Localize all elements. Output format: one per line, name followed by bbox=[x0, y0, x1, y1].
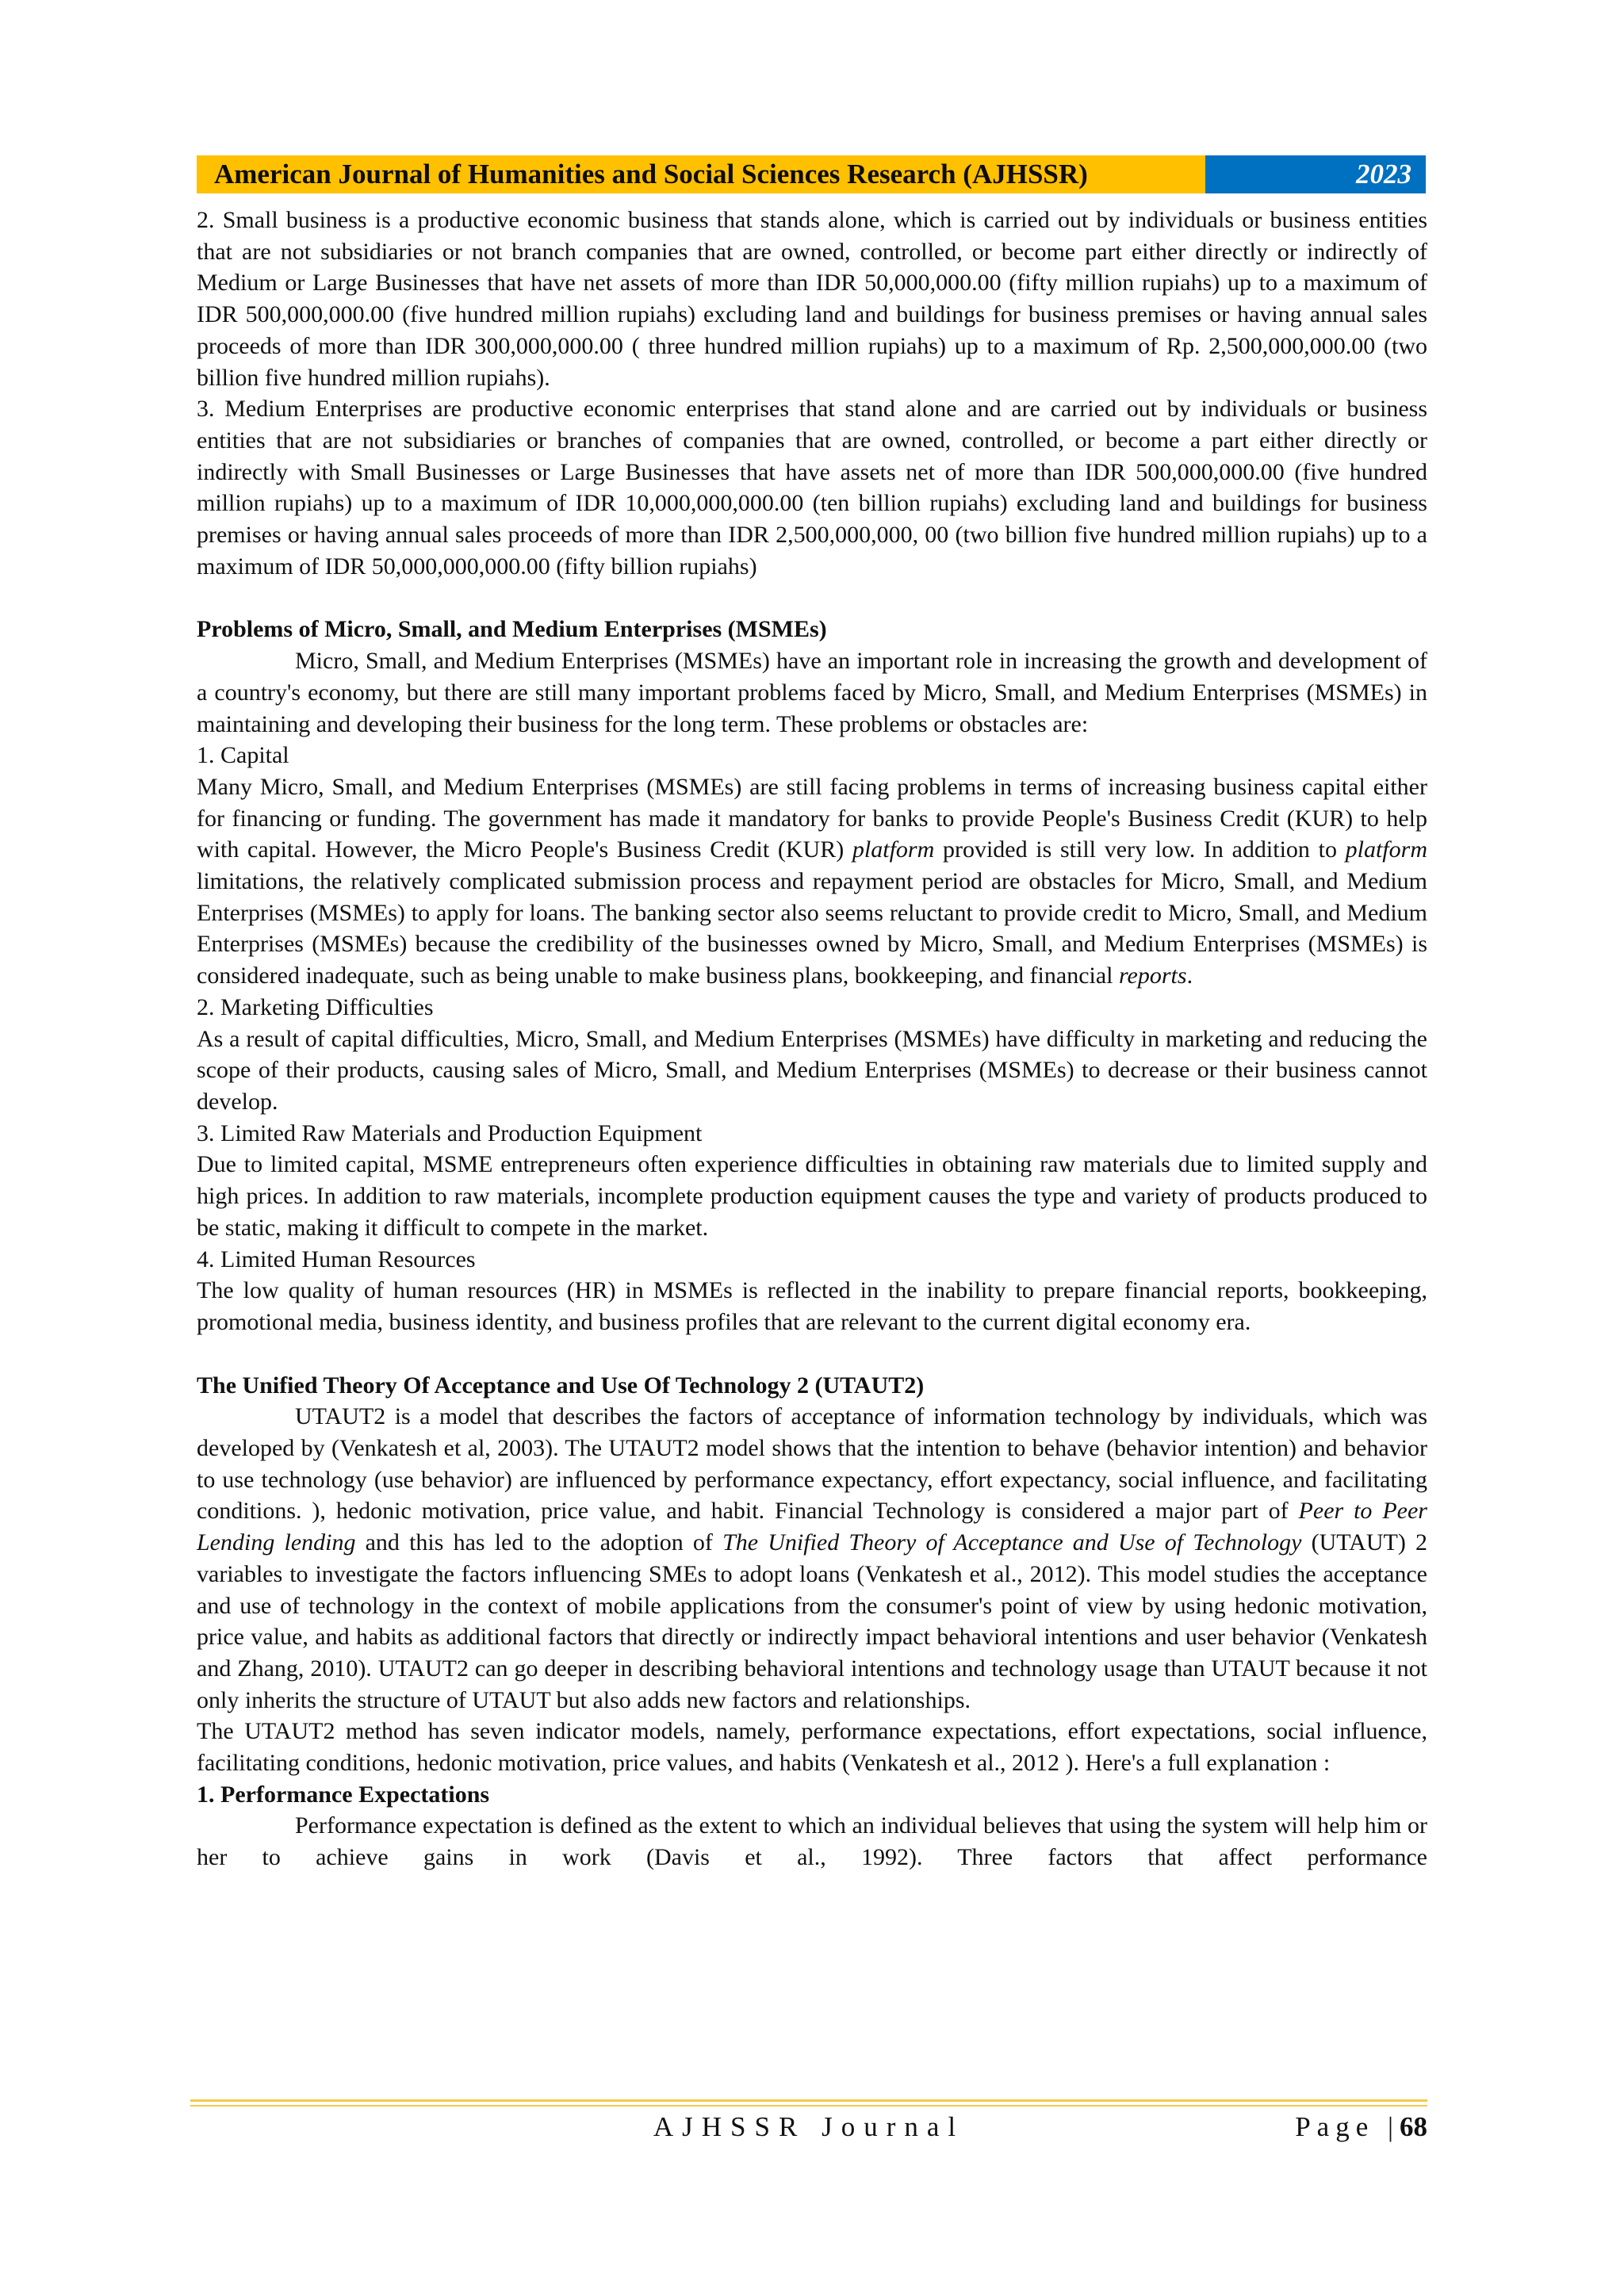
journal-title: American Journal of Humanities and Social Sciences Research (AJHSSR) bbox=[197, 155, 1205, 193]
paragraph-human-resources: The low quality of human resources (HR) in MSMEs is reflected in the inability to prepare financial reports, bookkeeping, promotional media, business identity, and business profiles that are relevant to the current digital economy era. bbox=[197, 1277, 1427, 1335]
paragraph-medium-enterprises: 3. Medium Enterprises are productive economic enterprises that stand alone and are carried out by individuals or business entities that are not subsidiaries or branches of companies that are owned, controlled, or become a part either directly or indirectly with Small Businesses or Large Businesses that have assets net of more than IDR 500,000,000.00 (five hundred million rupiahs) up to a maximum of IDR 10,000,000,000.00 (ten billion rupiahs) excluding land and buildings for business premises or having annual sales proceeds of more than IDR 2,500,000,000, 00 (two billion five hundred million rupiahs) up to a maximum of IDR 50,000,000,000.00 (fifty billion rupiahs) bbox=[197, 396, 1427, 580]
body-text bbox=[197, 205, 1427, 1873]
paragraph-marketing: As a result of capital difficulties, Micro, Small, and Medium Enterprises (MSMEs) have difficulty in marketing and reducing the scope of their products, causing sales of Micro, Small, and Medium Enterprises (MSMEs) to decrease or their business cannot develop. bbox=[197, 1025, 1427, 1115]
paragraph-small-business: 2. Small business is a productive economic business that stands alone, which is carried out by individuals or business entities that are not subsidiaries or not branch companies that are owned, controlled, or become part either directly or indirectly of Medium or Large Businesses that have net assets of more than IDR 50,000,000.00 (fifty million rupiahs) up to a maximum of IDR 500,000,000.00 (five hundred million rupiahs) excluding land and buildings for business premises or having annual sales proceeds of more than IDR 300,000,000.00 ( three hundred million rupiahs) up to a maximum of Rp. 2,500,000,000.00 (two billion five hundred million rupiahs). bbox=[197, 207, 1427, 391]
section-heading-msme-problems: Problems of Micro, Small, and Medium Enterprises (MSMEs) bbox=[197, 616, 827, 643]
journal-year: 2023 bbox=[1205, 155, 1426, 193]
paragraph-utaut2-indicators: The UTAUT2 method has seven indicator models, namely, performance expectations, effort expectations, social influence, facilitating conditions, hedonic motivation, price values, and habits (Venkatesh et al., 2012 ). Here's a full explanation : bbox=[197, 1718, 1427, 1777]
list-item-capital: 1. Capital bbox=[197, 742, 289, 769]
footer-journal-name: AJHSSR Journal bbox=[653, 2111, 965, 2142]
subheading-performance-expectations: 1. Performance Expectations bbox=[197, 1781, 490, 1808]
footer-page-number: Page |68 bbox=[1295, 2111, 1427, 2142]
paragraph-utaut2-model: UTAUT2 is a model that describes the factors of acceptance of information technology by individuals, which was developed by (Venkatesh et al, 2003). The UTAUT2 model shows that the intention to behave (behavior intention) and behavior to use technology (use behavior) are influenced by performance expectancy, effort expectancy, social influence, and facilitating conditions. ), hedonic motivation, price value, and habit. Financial Technology is considered a major part of Peer to Peer Lending lending and this has led to the adoption of The Unified Theory of Acceptance and Use of Technology (UTAUT) 2 variables to investigate the factors influencing SMEs to adopt loans (Venkatesh et al., 2012). This model studies the acceptance and use of technology in the context of mobile applications from the consumer's point of view by using hedonic motivation, price value, and habits as additional factors that directly or indirectly impact behavioral intentions and user behavior (Venkatesh and Zhang, 2010). UTAUT2 can go deeper in describing behavioral intentions and technology usage than UTAUT because it not only inherits the structure of UTAUT but also adds new factors and relationships. bbox=[197, 1403, 1427, 1713]
paragraph-capital: Many Micro, Small, and Medium Enterprises (MSMEs) are still facing problems in terms of increasing business capital either for financing or funding. The government has made it mandatory for banks to provide People's Business Credit (KUR) to help with capital. However, the Micro People's Business Credit (KUR) platform provided is still very low. In addition to platform limitations, the relatively complicated submission process and repayment period are obstacles for Micro, Small, and Medium Enterprises (MSMEs) to apply for loans. The banking sector also seems reluctant to provide credit to Micro, Small, and Medium Enterprises (MSMEs) because the credibility of the businesses owned by Micro, Small, and Medium Enterprises (MSMEs) is considered inadequate, such as being unable to make business plans, bookkeeping, and financial reports. bbox=[197, 773, 1427, 989]
paragraph-performance-expectation: Performance expectation is defined as the extent to which an individual believes that using the system will help him or her to achieve gains in work (Davis et al., 1992). Three factors that affect performance bbox=[197, 1812, 1427, 1871]
list-item-human-resources: 4. Limited Human Resources bbox=[197, 1246, 476, 1272]
footer-divider bbox=[190, 2099, 1427, 2102]
section-heading-utaut2: The Unified Theory Of Acceptance and Use Of Technology 2 (UTAUT2) bbox=[197, 1372, 925, 1399]
list-item-raw-materials: 3. Limited Raw Materials and Production Equipment bbox=[197, 1119, 703, 1146]
journal-header bbox=[197, 155, 1426, 193]
paragraph-raw-materials: Due to limited capital, MSME entrepreneurs often experience difficulties in obtaining raw materials due to limited supply and high prices. In addition to raw materials, incomplete production equipment causes the type and variety of products produced to be static, making it difficult to compete in the market. bbox=[197, 1151, 1427, 1241]
list-item-marketing: 2. Marketing Difficulties bbox=[197, 993, 434, 1020]
paragraph-msme-role: Micro, Small, and Medium Enterprises (MSMEs) have an important role in increasing the growth and development of a country's economy, but there are still many important problems faced by Micro, Small, and Medium Enterprises (MSMEs) in maintaining and developing their business for the long term. These problems or obstacles are: bbox=[197, 648, 1427, 737]
footer-divider-secondary bbox=[190, 2105, 1427, 2107]
